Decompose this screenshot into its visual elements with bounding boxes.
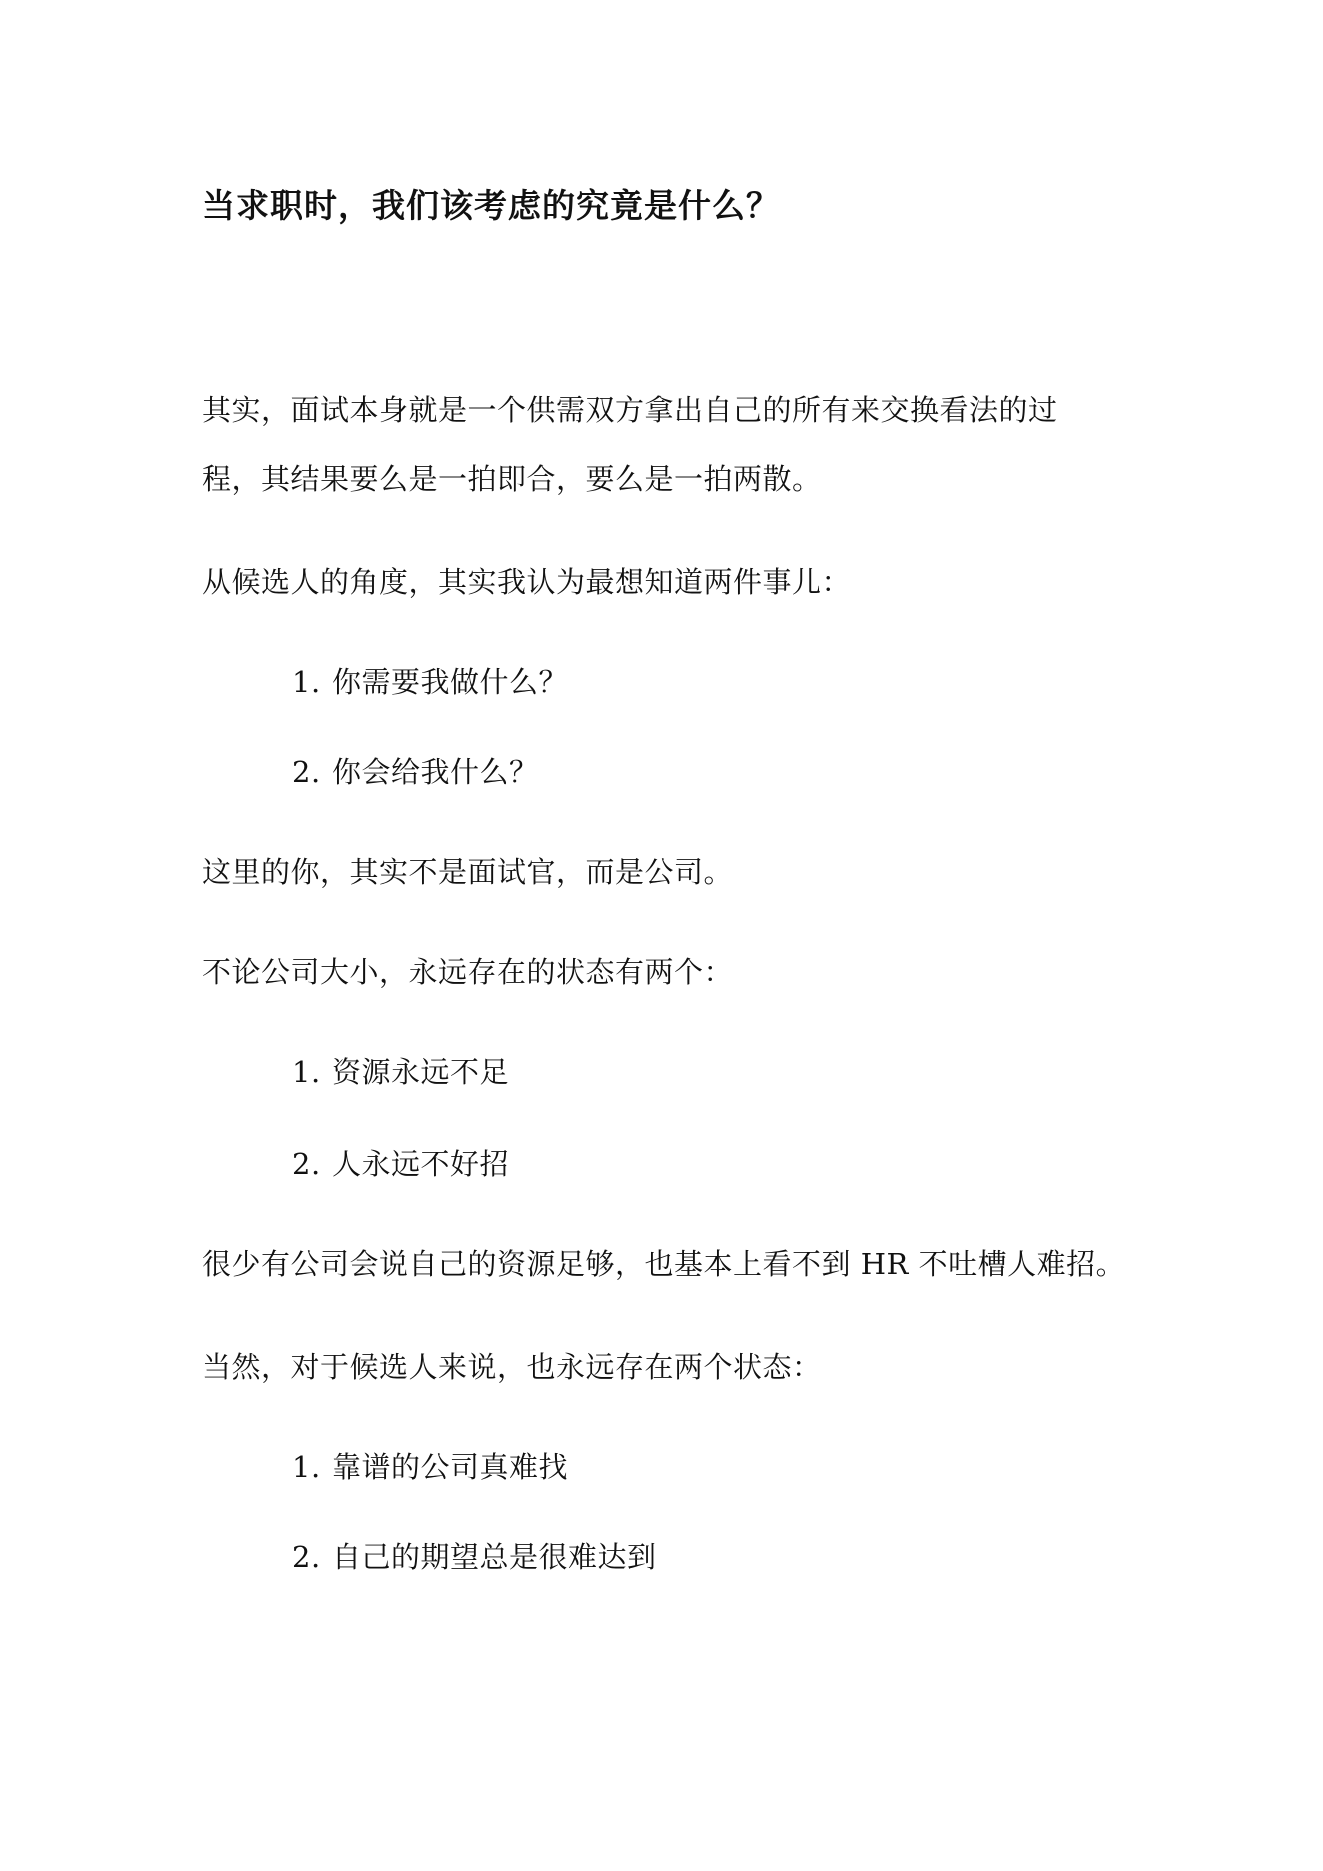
paragraph: 不论公司大小，永远存在的状态有两个： <box>202 955 734 989</box>
list-number: 1. <box>292 665 321 699</box>
list-number: 2. <box>292 1147 321 1181</box>
paragraph: 很少有公司会说自己的资源足够，也基本上看不到 HR 不吐槽人难招。 <box>202 1247 1126 1281</box>
list-text: 自己的期望总是很难达到 <box>332 1540 657 1574</box>
list-item <box>292 1142 509 1183</box>
list-number: 1. <box>292 1450 321 1484</box>
list-text: 人永远不好招 <box>332 1147 510 1181</box>
list-item <box>292 660 568 701</box>
list-text: 资源永远不足 <box>332 1055 510 1089</box>
paragraph: 从候选人的角度，其实我认为最想知道两件事儿： <box>202 565 852 599</box>
paragraph-line: 程，其结果要么是一拍即合，要么是一拍两散。 <box>202 462 822 496</box>
list-number: 2. <box>292 1540 321 1574</box>
list-item <box>292 1445 568 1486</box>
paragraph: 当然，对于候选人来说，也永远存在两个状态： <box>202 1350 822 1384</box>
list-text: 你需要我做什么？ <box>332 665 569 699</box>
list-number: 2. <box>292 755 321 789</box>
list-text: 你会给我什么？ <box>332 755 539 789</box>
list-item <box>292 750 539 791</box>
list-item <box>292 1050 509 1091</box>
list-number: 1. <box>292 1055 321 1089</box>
page-title: 当求职时，我们该考虑的究竟是什么？ <box>202 186 780 225</box>
paragraph-line: 其实，面试本身就是一个供需双方拿出自己的所有来交换看法的过 <box>202 393 1058 427</box>
list-item <box>292 1535 657 1576</box>
paragraph: 这里的你，其实不是面试官，而是公司。 <box>202 855 734 889</box>
list-text: 靠谱的公司真难找 <box>332 1450 569 1484</box>
